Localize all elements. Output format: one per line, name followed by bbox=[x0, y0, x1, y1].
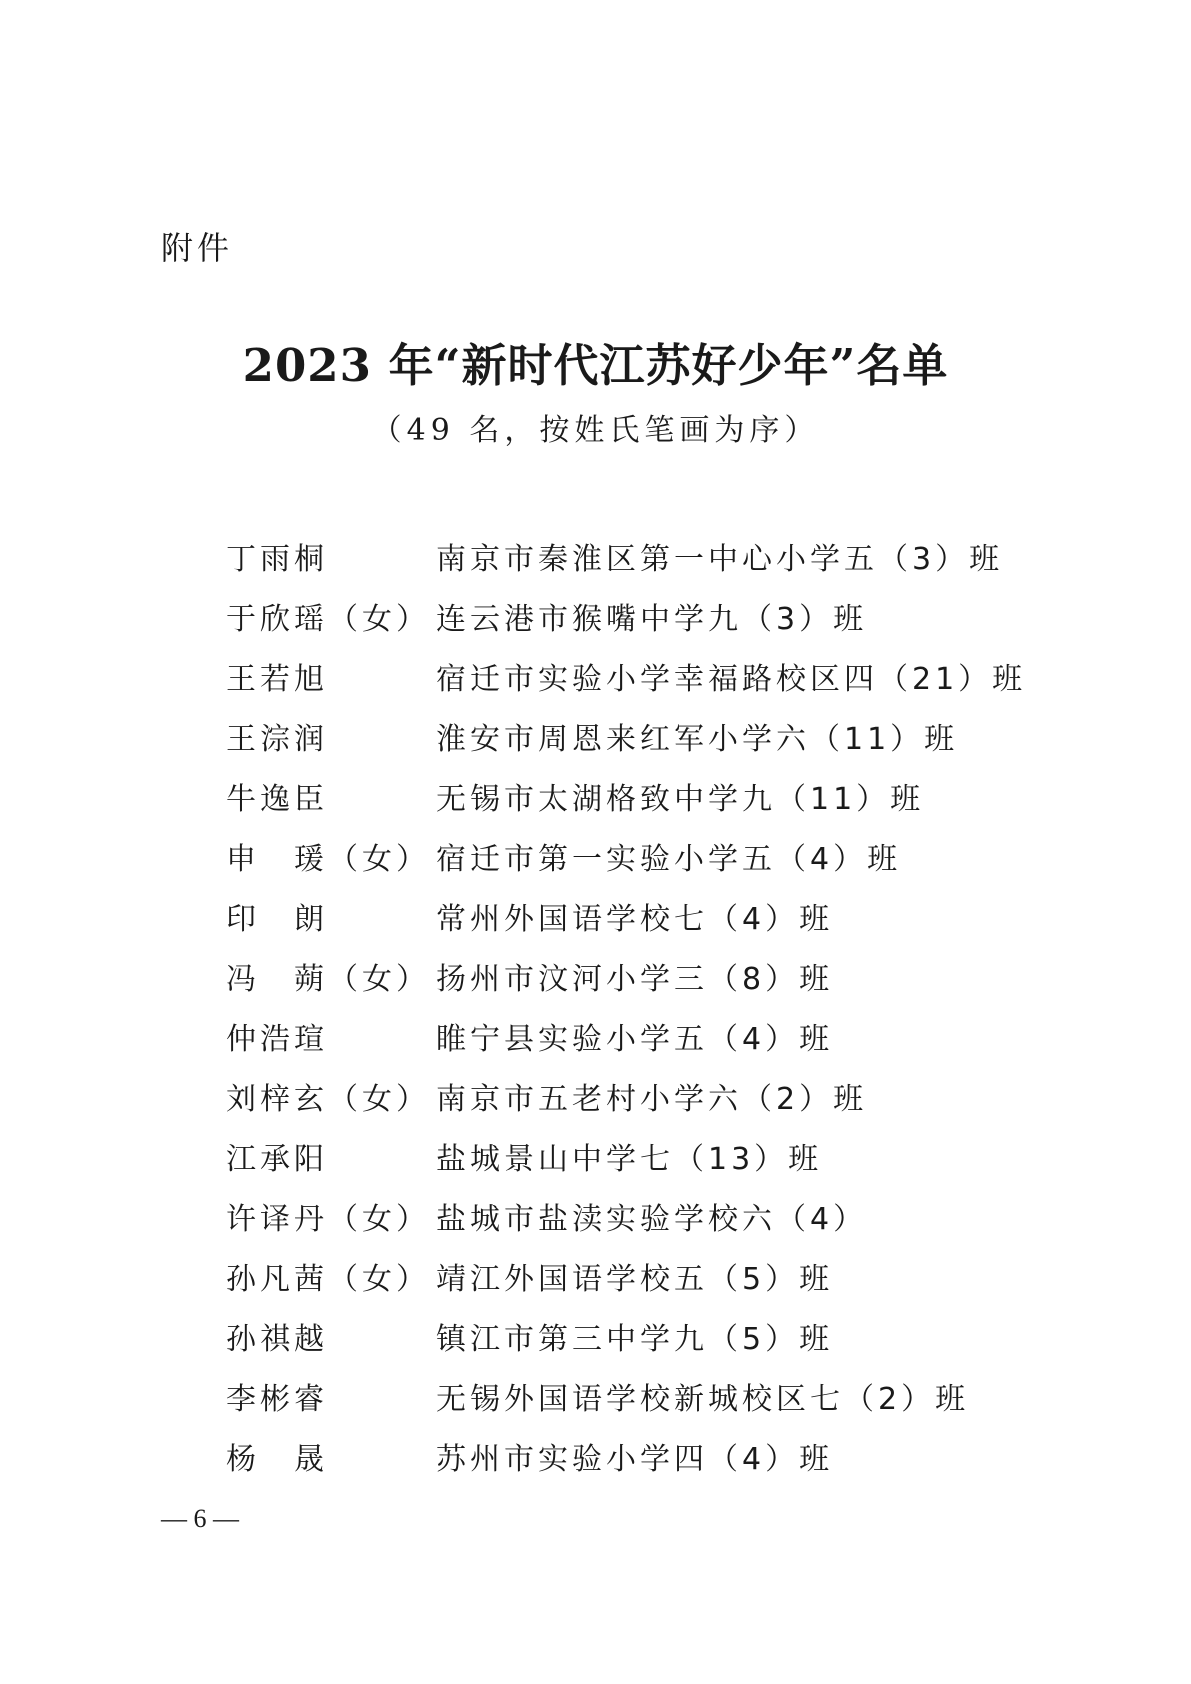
list-item bbox=[226, 1070, 1046, 1130]
honoree-school: 靖江外国语学校五（5）班 bbox=[436, 1262, 834, 1297]
honoree-school: 连云港市猴嘴中学九（3）班 bbox=[436, 602, 868, 637]
list-item bbox=[226, 890, 1046, 950]
honoree-school: 南京市秦淮区第一中心小学五（3）班 bbox=[436, 542, 1004, 577]
honoree-name: 江承阳 bbox=[226, 1142, 328, 1177]
honoree-school: 盐城景山中学七（13）班 bbox=[436, 1142, 823, 1177]
list-item bbox=[226, 950, 1046, 1010]
honoree-name: 刘梓玄（女） bbox=[226, 1082, 430, 1117]
honoree-list bbox=[226, 530, 1046, 1490]
page-subtitle: （49 名，按姓氏笔画为序） bbox=[371, 413, 820, 448]
honoree-school: 宿迁市实验小学幸福路校区四（21）班 bbox=[436, 662, 1027, 697]
list-item bbox=[226, 770, 1046, 830]
list-item bbox=[226, 1430, 1046, 1490]
honoree-name: 申 瑗（女） bbox=[226, 842, 430, 877]
list-item bbox=[226, 590, 1046, 650]
honoree-name: 王若旭 bbox=[226, 662, 328, 697]
page-title: 2023 年“新时代江苏好少年”名单 bbox=[242, 339, 949, 392]
honoree-school: 常州外国语学校七（4）班 bbox=[436, 902, 834, 937]
honoree-school: 淮安市周恩来红军小学六（11）班 bbox=[436, 722, 959, 757]
honoree-school: 无锡外国语学校新城校区七（2）班 bbox=[436, 1382, 970, 1417]
honoree-name: 孙凡茜（女） bbox=[226, 1262, 430, 1297]
honoree-school: 南京市五老村小学六（2）班 bbox=[436, 1082, 868, 1117]
honoree-school: 扬州市汶河小学三（8）班 bbox=[436, 962, 834, 997]
honoree-name: 冯 蒴（女） bbox=[226, 962, 430, 997]
page-number: — 6 — bbox=[161, 1504, 239, 1533]
honoree-school: 镇江市第三中学九（5）班 bbox=[436, 1322, 834, 1357]
honoree-school: 苏州市实验小学四（4）班 bbox=[436, 1442, 834, 1477]
honoree-name: 杨 晟 bbox=[226, 1442, 328, 1477]
list-item bbox=[226, 1310, 1046, 1370]
list-item bbox=[226, 1370, 1046, 1430]
honoree-name: 印 朗 bbox=[226, 902, 328, 937]
honoree-name: 于欣瑶（女） bbox=[226, 602, 430, 637]
attachment-label: 附件 bbox=[161, 229, 234, 267]
list-item bbox=[226, 650, 1046, 710]
list-item bbox=[226, 1010, 1046, 1070]
honoree-name: 丁雨桐 bbox=[226, 542, 328, 577]
honoree-school: 无锡市太湖格致中学九（11）班 bbox=[436, 782, 925, 817]
honoree-name: 牛逸臣 bbox=[226, 782, 328, 817]
list-item bbox=[226, 1130, 1046, 1190]
list-item bbox=[226, 1250, 1046, 1310]
list-item bbox=[226, 710, 1046, 770]
honoree-name: 李彬睿 bbox=[226, 1382, 328, 1417]
honoree-school: 睢宁县实验小学五（4）班 bbox=[436, 1022, 834, 1057]
honoree-name: 王淙润 bbox=[226, 722, 328, 757]
honoree-school: 宿迁市第一实验小学五（4）班 bbox=[436, 842, 902, 877]
honoree-name: 仲浩瑄 bbox=[226, 1022, 328, 1057]
honoree-name: 许译丹（女） bbox=[226, 1202, 430, 1237]
list-item bbox=[226, 830, 1046, 890]
honoree-school: 盐城市盐渎实验学校六（4） bbox=[436, 1202, 868, 1237]
honoree-name: 孙祺越 bbox=[226, 1322, 328, 1357]
list-item bbox=[226, 1190, 1046, 1250]
list-item bbox=[226, 530, 1046, 590]
